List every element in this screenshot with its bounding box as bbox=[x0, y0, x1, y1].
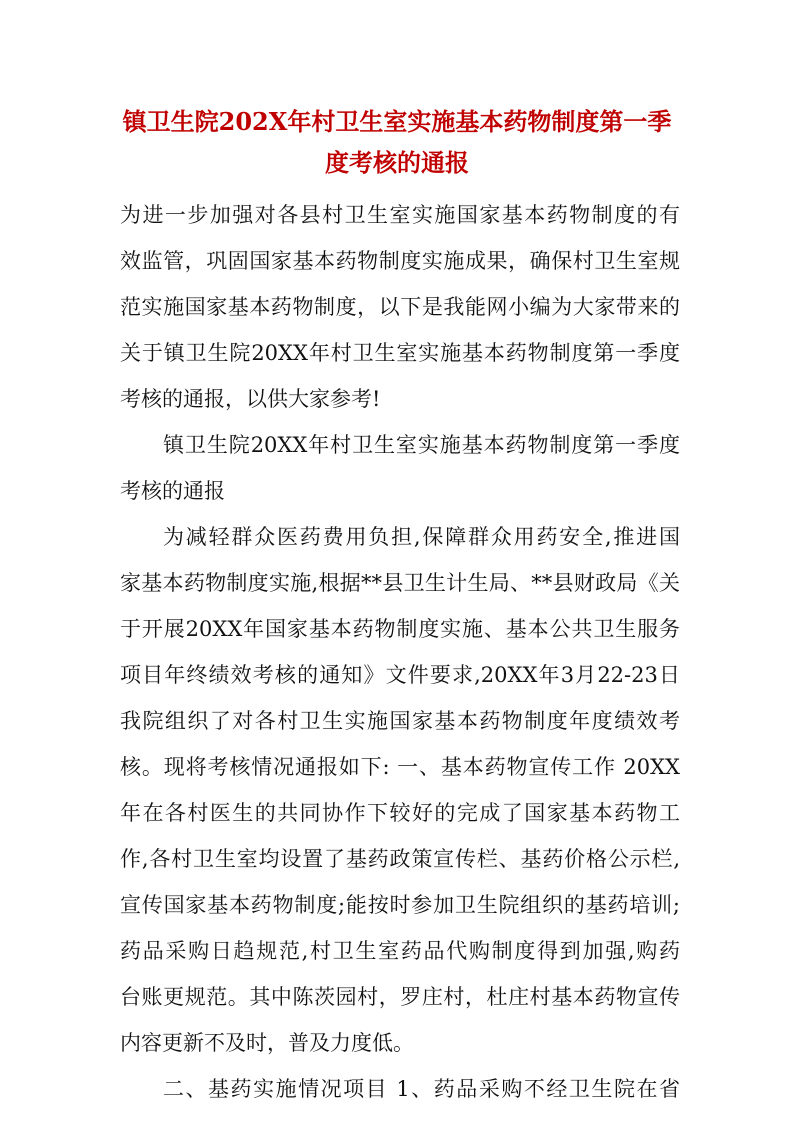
paragraph-body-line-4: 项目年终绩效考核的通知》文件要求,20XX年3月22-23日 bbox=[120, 663, 680, 687]
paragraph-body-line-8: 作,各村卫生室均设置了基药政策宣传栏、基药价格公示栏, bbox=[120, 847, 680, 871]
paragraph-body-line-9: 宣传国家基本药物制度;能按时参加卫生院组织的基药培训; bbox=[120, 893, 680, 917]
paragraph-body-line-5: 我院组织了对各村卫生实施国家基本药物制度年度绩效考 bbox=[120, 709, 680, 733]
paragraph-body-line-11: 台账更规范。其中陈茨园村，罗庄村，杜庄村基本药物宣传 bbox=[120, 985, 680, 1009]
paragraph-body-line-1: 为减轻群众医药费用负担,保障群众用药安全,推进国 bbox=[163, 525, 680, 549]
document-title-line-2: 度考核的通报 bbox=[325, 148, 469, 177]
paragraph-intro-line-4: 关于镇卫生院20XX年村卫生室实施基本药物制度第一季度 bbox=[120, 341, 680, 365]
paragraph-body-line-10: 药品采购日趋规范,村卫生室药品代购制度得到加强,购药 bbox=[120, 939, 680, 963]
paragraph-body-line-2: 家基本药物制度实施,根据**县卫生计生局、**县财政局《关 bbox=[120, 571, 680, 595]
paragraph-body-line-3: 于开展20XX年国家基本药物制度实施、基本公共卫生服务 bbox=[120, 617, 680, 641]
subheading-line-2: 考核的通报 bbox=[120, 479, 225, 503]
document-title-line-1: 镇卫生院202X年村卫生室实施基本药物制度第一季 bbox=[122, 107, 672, 136]
paragraph-intro-line-1: 为进一步加强对各县村卫生室实施国家基本药物制度的有 bbox=[120, 203, 680, 227]
paragraph-intro-line-2: 效监管，巩固国家基本药物制度实施成果，确保村卫生室规 bbox=[120, 249, 680, 273]
subheading-line-1: 镇卫生院20XX年村卫生室实施基本药物制度第一季度 bbox=[163, 433, 680, 457]
paragraph-body-line-12: 内容更新不及时，普及力度低。 bbox=[120, 1031, 414, 1055]
section-two-line-1: 二、基药实施情况项目 1、药品采购不经卫生院在省 bbox=[163, 1077, 680, 1101]
paragraph-body-line-6: 核。现将考核情况通报如下: 一、基本药物宣传工作 20XX bbox=[120, 755, 680, 779]
paragraph-intro-line-5: 考核的通报，以供大家参考! bbox=[120, 387, 381, 411]
paragraph-body-line-7: 年在各村医生的共同协作下较好的完成了国家基本药物工 bbox=[120, 801, 680, 825]
paragraph-intro-line-3: 范实施国家基本药物制度，以下是我能网小编为大家带来的 bbox=[120, 295, 680, 319]
